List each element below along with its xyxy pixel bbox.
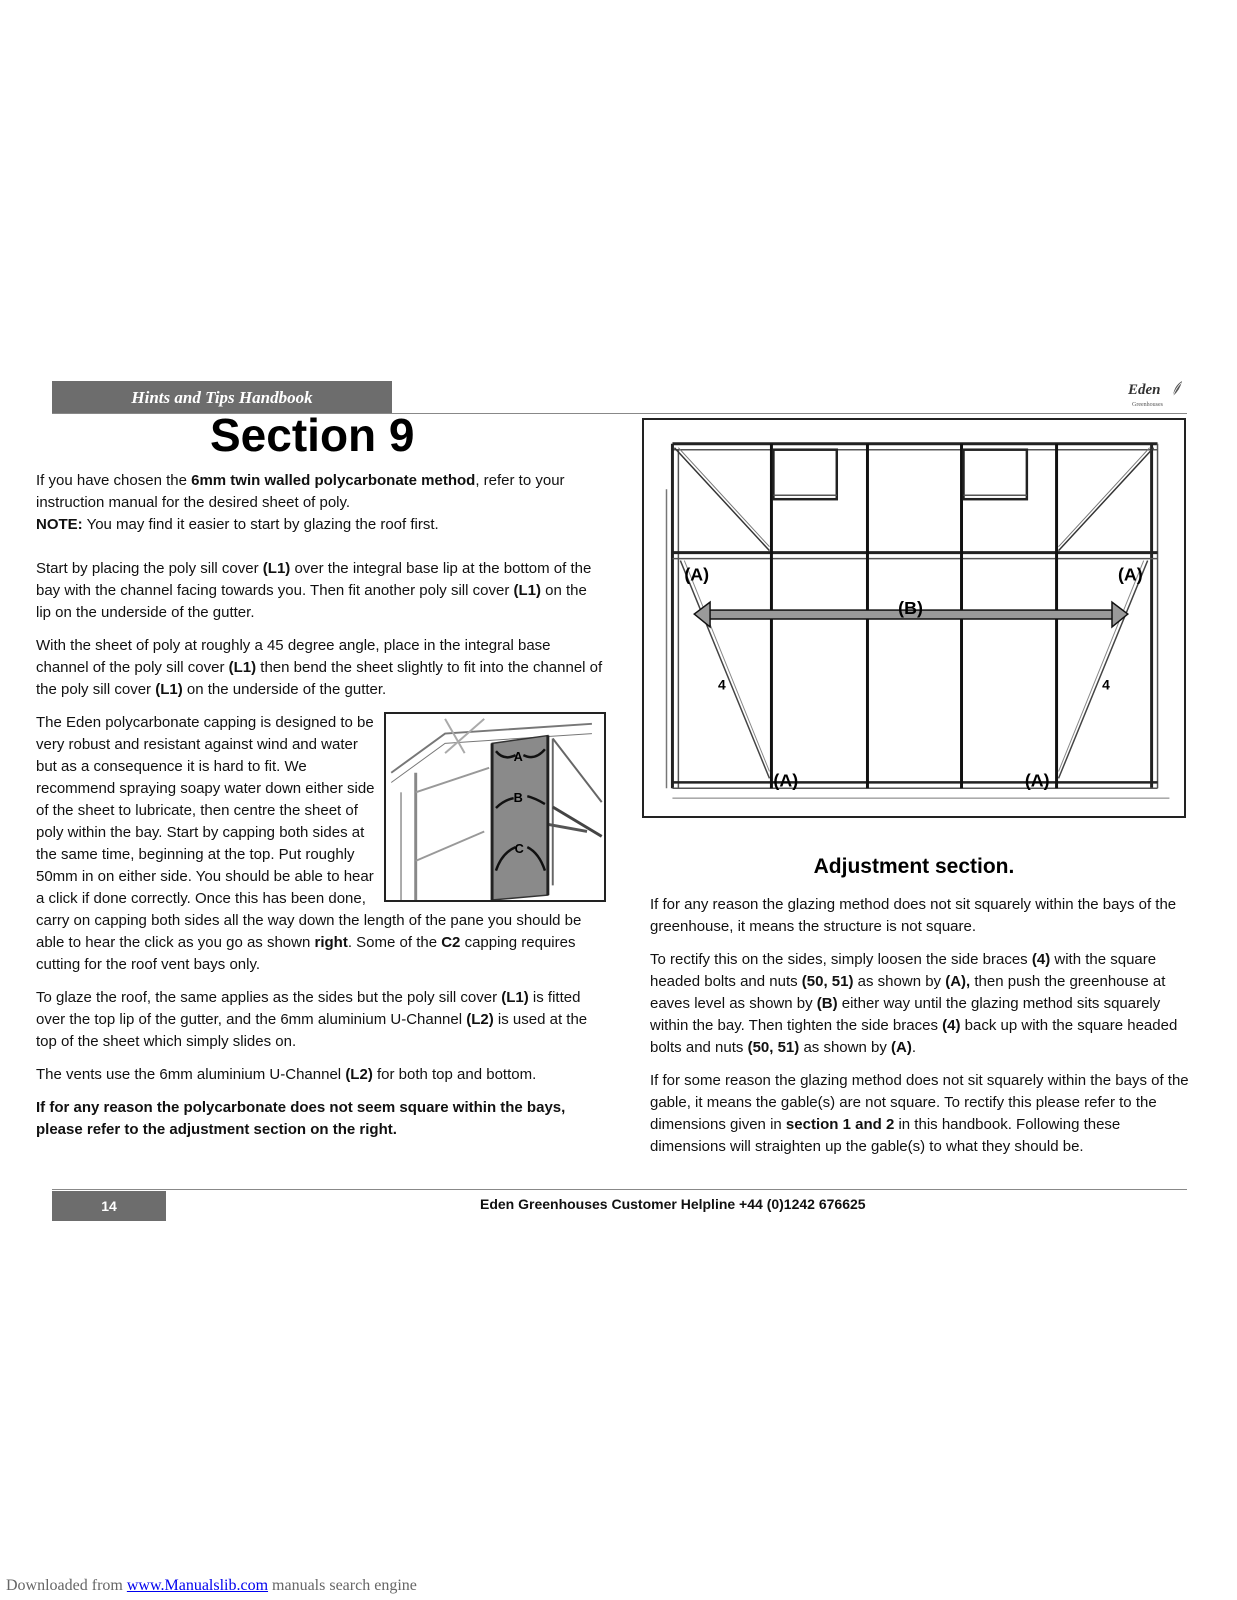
- capping-illustration: [384, 712, 606, 902]
- adjustment-intro-paragraph: If for any reason the glazing method does not sit squarely within the bays of the greenhouse, it means the structure is not square.: [650, 896, 1177, 935]
- logo-subtext: Greenhouses: [1132, 402, 1163, 408]
- sheet-angle-paragraph: With the sheet of poly at roughly a 45 degree angle, place in the integral base channel of the poly sill cover (L1) then bend the sheet slightly to fit into the channel of the poly sill cover (L1) on the underside of the gutter.: [36, 637, 603, 698]
- left-column: [36, 470, 606, 1152]
- capping-label-c: C: [514, 841, 524, 857]
- right-column: [650, 894, 1190, 1169]
- note-paragraph: NOTE: You may find it easier to start by glazing the roof first.: [36, 516, 439, 533]
- footer-divider: [52, 1189, 1187, 1190]
- download-watermark: Downloaded from www.Manualslib.com manuals search engine: [6, 1577, 417, 1594]
- capping-label-b: B: [513, 790, 523, 806]
- label-a-bottom-right: (A): [1024, 770, 1050, 791]
- leaf-icon: [1170, 378, 1186, 398]
- capping-paragraph: A B C The Eden polycarbonate capping is designed to be very robust and resistant against wind and water but as a consequence it is hard to fit. We recommend spraying soapy water down either side of the sheet to lubricate, then centre the sheet of poly within the bay. Start by capping both sides at the same time, beginning at the top. Put roughly 50mm in on either side. You should be able to hear a click if done correctly. Once this has been done, carry on capping both sides all the way down the length of the pane you should be able to hear the click as you go as shown right. Some of the C2 capping requires cutting for the roof vent bays only.: [36, 712, 606, 976]
- capping-label-a: A: [513, 748, 523, 764]
- customer-helpline: Eden Greenhouses Customer Helpline +44 (0)1242 676625: [480, 1196, 866, 1212]
- label-a-top-left: (A): [684, 564, 710, 585]
- adjustment-section-title: Adjustment section.: [813, 855, 1015, 878]
- sill-cover-paragraph: Start by placing the poly sill cover (L1) over the integral base lip at the bottom of the bay with the channel facing towards you. Then fit another poly sill cover (L1) on the lip on the underside of the gutter.: [36, 560, 592, 621]
- logo-text: Eden: [1128, 382, 1161, 398]
- section-title: Section 9: [210, 409, 415, 461]
- roof-glazing-paragraph: To glaze the roof, the same applies as the sides but the poly sill cover (L1) is fitted over the top lip of the gutter, and the 6mm aluminium U-Channel (L2) is used at the top of the sheet which simply slides on.: [36, 989, 588, 1050]
- vents-paragraph: The vents use the 6mm aluminium U-Channel (L2) for both top and bottom.: [36, 1066, 537, 1083]
- label-4-right: 4: [1102, 676, 1110, 693]
- gable-paragraph: If for some reason the glazing method does not sit squarely within the bays of the gable, it means the gable(s) are not square. To rectify this please refer to the dimensions given in section 1 and 2 in this handbook. Following these dimensions will straighten up the gable(s) to what they should be.: [650, 1072, 1189, 1155]
- eden-logo: [1128, 378, 1188, 412]
- handbook-title-tab: Hints and Tips Handbook: [52, 381, 392, 414]
- page-number: 14: [52, 1191, 166, 1221]
- refer-adjustment-paragraph: If for any reason the polycarbonate does not seem square within the bays, please refer to the adjustment section on the right.: [36, 1099, 566, 1138]
- label-b: (B): [898, 598, 923, 619]
- label-a-bottom-left: (A): [773, 770, 799, 791]
- label-a-top-right: (A): [1117, 564, 1143, 585]
- label-4-left: 4: [717, 676, 726, 693]
- manualslib-link[interactable]: www.Manualslib.com: [126, 1577, 269, 1594]
- side-braces-paragraph: To rectify this on the sides, simply loosen the side braces (4) with the square headed bolts and nuts (50, 51) as shown by (A), then push the greenhouse at eaves level as shown by (B) either way until the glazing method sits squarely within the bay. Then tighten the side braces (4) back up with the square headed bolts and nuts (50, 51) as shown by (A).: [650, 951, 1178, 1056]
- greenhouse-frame-diagram: [642, 418, 1186, 818]
- intro-paragraph: If you have chosen the 6mm twin walled polycarbonate method, refer to your instruction manual for the desired sheet of poly.: [36, 472, 565, 511]
